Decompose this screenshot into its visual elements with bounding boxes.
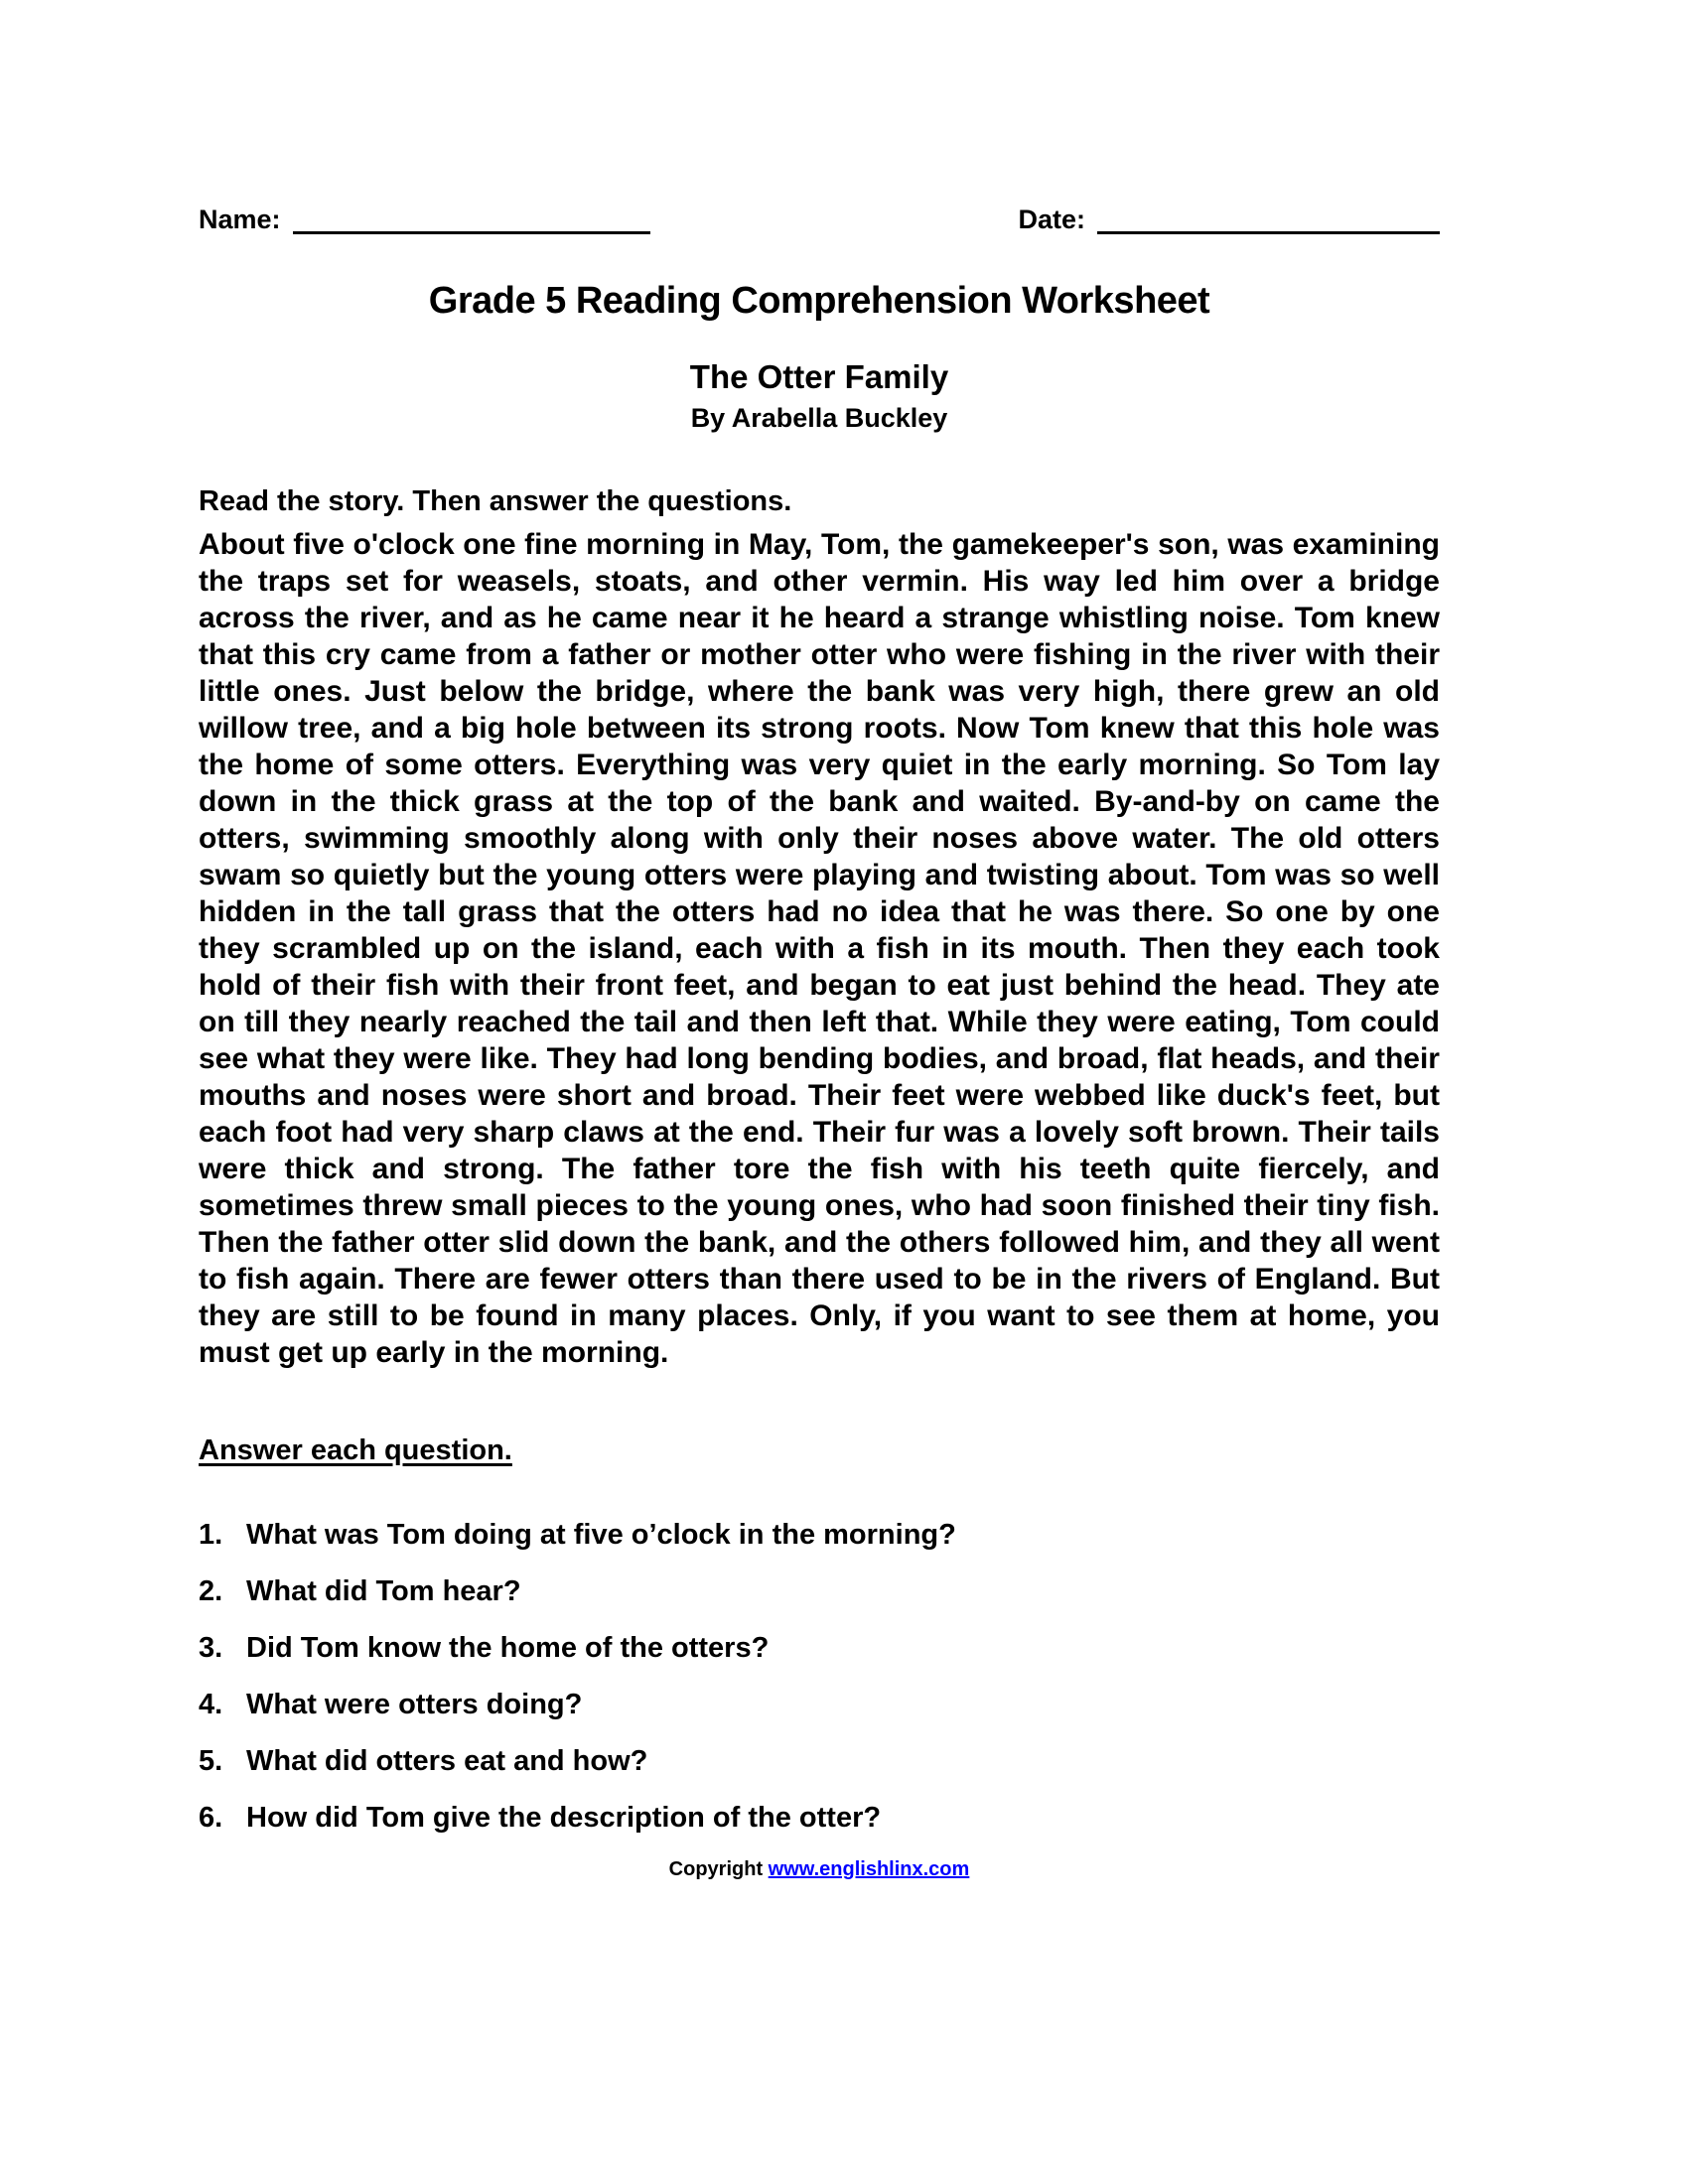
date-blank-line bbox=[1097, 204, 1440, 234]
question-text: Did Tom know the home of the otters? bbox=[246, 1632, 770, 1665]
story-byline: By Arabella Buckley bbox=[690, 403, 948, 434]
question-number: 3. bbox=[199, 1632, 223, 1665]
question-number: 1. bbox=[199, 1519, 223, 1552]
question-number: 2. bbox=[199, 1575, 223, 1608]
question-list bbox=[199, 1519, 1440, 1835]
question-row-1 bbox=[199, 1519, 1440, 1552]
page-title: Grade 5 Reading Comprehension Worksheet bbox=[428, 280, 1210, 323]
question-text: What was Tom doing at five o’clock in the morning? bbox=[246, 1519, 956, 1552]
date-label: Date: bbox=[1018, 204, 1085, 234]
question-row-6 bbox=[199, 1802, 1440, 1835]
copyright-label: Copyright bbox=[668, 1858, 764, 1881]
question-number: 5. bbox=[199, 1745, 223, 1778]
question-row-5 bbox=[199, 1745, 1440, 1778]
story-instructions: Read the story. Then answer the questions. bbox=[199, 485, 792, 518]
question-text: What were otters doing? bbox=[246, 1689, 583, 1721]
story-title: The Otter Family bbox=[689, 358, 949, 396]
question-number: 6. bbox=[199, 1802, 223, 1835]
story-text: About five o'clock one fine morning in May, Tom, the gamekeeper's son, was examining the traps set for weasels, stoats, and other vermin. His way led him over a bridge across the river, and as he came near it he heard a strange whistling noise. Tom knew that this cry came from a father or mother otter who were fishing in the river with their little ones. Just below the bridge, where the bank was very high, there grew an old willow tree, and a big hole between its strong roots. Now Tom knew that this hole was the home of some otters. Everything was very quiet in the early morning. So Tom lay down in the thick grass at the top of the bank and waited. By-and-by on came the otters, swimming smoothly along with only their noses above water. The old otters swam so quietly but the young otters were playing and twisting about. Tom was so well hidden in the tall grass that the otters had no idea that he was there. So one by one they scrambled up on the island, each with a fish in its mouth. Then they each took hold of their fish with their front feet, and began to eat just behind the head. They ate on till they nearly reached the tail and then left that. While they were eating, Tom could see what they were like. They had long bending bodies, and broad, flat heads, and their mouths and noses were short and broad. Their feet were webbed like duck's feet, but each foot had very sharp claws at the end. Their fur was a lovely soft brown. Their tails were thick and strong. The father tore the fish with his teeth quite fiercely, and sometimes threw small pieces to the young ones, who had soon finished their tiny fish. Then the father otter slid down the bank, and the others followed him, and they all went to fish again. There are fewer otters than there used to be in the rivers of England. But they are still to be found in many places. Only, if you want to see them at home, you must get up early in the morning. bbox=[199, 528, 1440, 1370]
copyright-footer bbox=[199, 1858, 1440, 1881]
header-row bbox=[199, 204, 1440, 234]
question-row-2 bbox=[199, 1575, 1440, 1608]
question-row-3 bbox=[199, 1632, 1440, 1665]
name-field bbox=[199, 204, 650, 234]
question-row-4 bbox=[199, 1689, 1440, 1721]
copyright-link[interactable]: www.englishlinx.com bbox=[768, 1858, 970, 1881]
question-number: 4. bbox=[199, 1689, 223, 1721]
name-blank-line bbox=[293, 204, 650, 234]
question-text: What did Tom hear? bbox=[246, 1575, 521, 1608]
answer-section-heading: Answer each question. bbox=[199, 1434, 512, 1467]
question-text: What did otters eat and how? bbox=[246, 1745, 648, 1778]
name-label: Name: bbox=[199, 204, 281, 234]
date-field bbox=[1018, 204, 1440, 234]
question-text: How did Tom give the description of the otter? bbox=[246, 1802, 882, 1835]
